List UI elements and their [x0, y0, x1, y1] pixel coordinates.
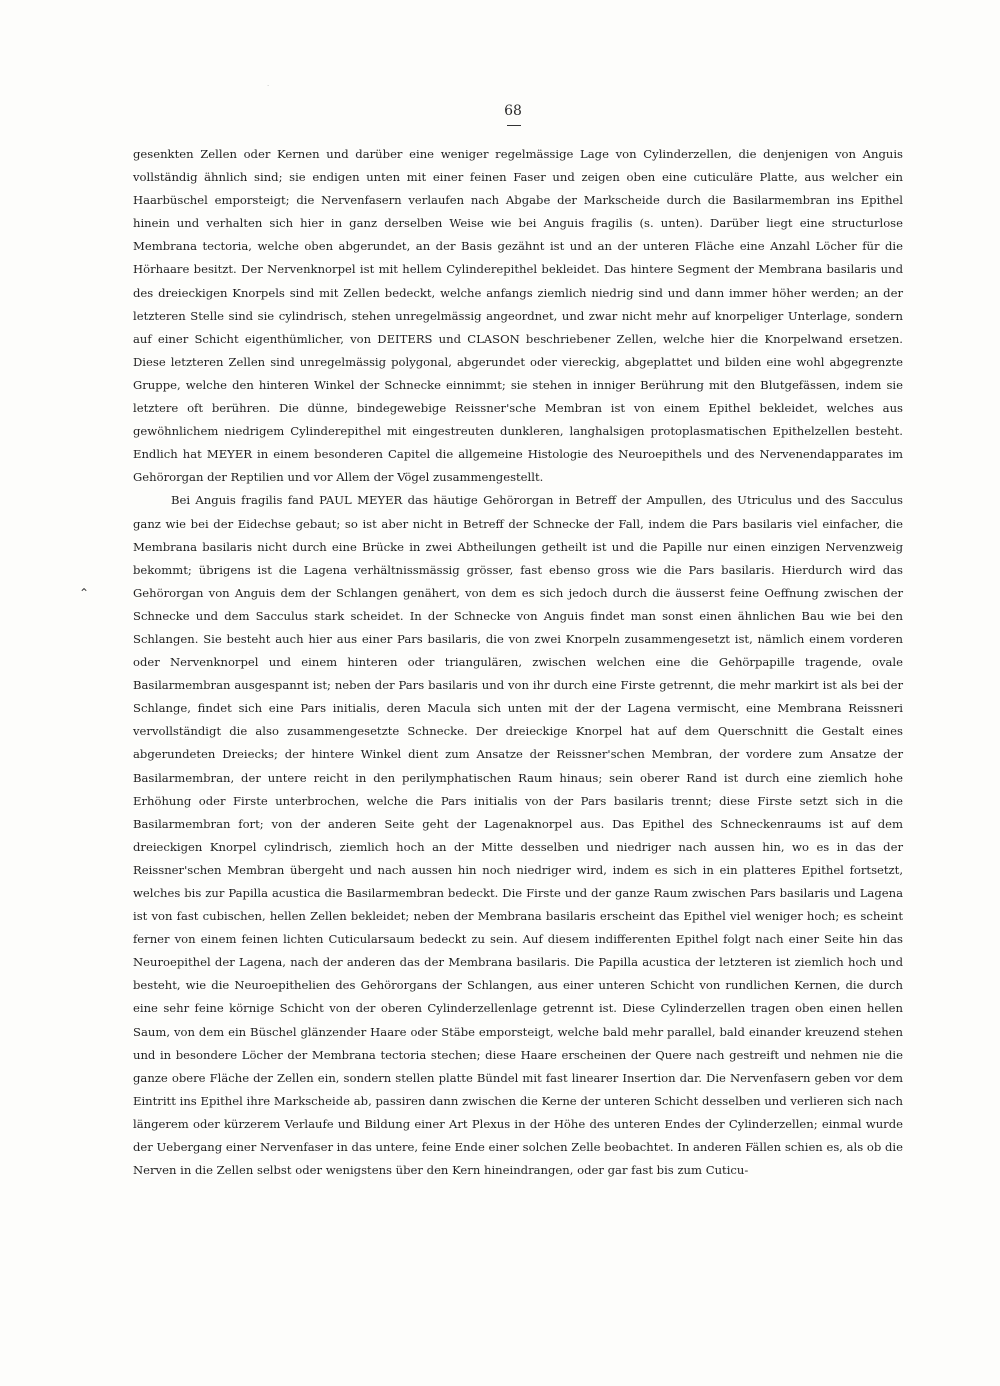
page-number: 68	[504, 103, 522, 119]
paragraph-1: gesenkten Zellen oder Kernen und darüber eine weniger regelmässige Lage von Cylinderzellen, die denjenigen von Anguis vollständig ähnlich sind; sie endigen unten mit einer feinen Faser und zeigen oben eine cuticuläre Platte, aus welcher ein Haarbüschel emporsteigt; die Nervenfasern verlaufen nach Abgabe der Markscheide durch die Basilarmembran ins Epithel hinein und verhalten sich hier in ganz derselben Weise wie bei Anguis fragilis (s. unten). Darüber liegt eine structurlose Membrana tectoria, welche oben abgerundet, an der Basis gezähnt ist und an der unteren Fläche eine Anzahl Löcher für die Hörhaare besitzt. Der Nervenknorpel ist mit hellem Cylinderepithel bekleidet. Das hintere Segment der Membrana basilaris und des dreieckigen Knorpels sind mit Zellen bedeckt, welche anfangs ziemlich niedrig sind und dann immer höher werden; an der letzteren Stelle sind sie cylindrisch, stehen unregelmässig angeordnet, und zwar nicht mehr auf knorpeliger Unterlage, sondern auf einer Schicht eigenthümlicher, von DEITERS und CLASON beschriebener Zellen, welche hier die Knorpelwand ersetzen. Diese letzteren Zellen sind unregelmässig polygonal, abgerundet oder viereckig, abgeplattet und bilden eine wohl abgegrenzte Gruppe, welche den hinteren Winkel der Schnecke einnimmt; sie stehen in inniger Berührung mit den Blutgefässen, indem sie letztere oft berühren. Die dünne, bindegewebige Reissner'sche Membran ist von einem Epithel bekleidet, welches aus gewöhnlichem niedrigem Cylinderepithel mit eingestreuten dunkleren, langhalsigen protoplasmatischen Epithelzellen besteht. Endlich hat MEYER in einem besonderen Capitel die allgemeine Histologie des Neuroepithels und des Nervenendapparates im Gehörorgan der Reptilien und vor Allem der Vögel zusammengestellt.	[133, 147, 903, 485]
stray-mark-top: ·	[267, 82, 270, 90]
paragraph-2: Bei Anguis fragilis fand PAUL MEYER das häutige Gehörorgan in Betreff der Ampullen, des Utriculus und des Sacculus ganz wie bei der Eidechse gebaut; so ist aber nicht in Betreff der Schnecke der Fall, indem die Pars basilaris viel einfacher, die Membrana basilaris nicht durch eine Brücke in zwei Abtheilungen getheilt ist und die Papille nur einen einzigen Nervenzweig bekommt; übrigens ist die Lagena verhältnissmässig grösser, fast ebenso gross wie die Pars basilaris. Hierdurch wird das Gehörorgan von Anguis dem der Schlangen genähert, von dem es sich jedoch durch die äusserst feine Oeffnung zwischen der Schnecke und dem Sacculus stark scheidet. In der Schnecke von Anguis findet man sonst einen ähnlichen Bau wie bei den Schlangen. Sie besteht auch hier aus einer Pars basilaris, die von zwei Knorpeln zusammengesetzt ist, nämlich einem vorderen oder Nervenknorpel und einem hinteren oder triangulären, zwischen welchen eine die Gehörpapille tragende, ovale Basilarmembran ausgespannt ist; neben der Pars basilaris und von ihr durch eine Firste getrennt, die mehr markirt ist als bei der Schlange, findet sich eine Pars initialis, deren Macula sich unten mit der der Lagena vermischt, eine Membrana Reissneri vervollständigt die also zusammengesetzte Schnecke. Der dreieckige Knorpel hat auf dem Querschnitt die Gestalt eines abgerundeten Dreiecks; der hintere Winkel dient zum Ansatze der Reissner'schen Membran, der vordere zum Ansatze der Basilarmembran, der untere reicht in den perilymphatischen Raum hinaus; sein oberer Rand ist durch eine ziemlich hohe Erhöhung oder Firste unterbrochen, welche die Pars initialis von der Pars basilaris trennt; diese Firste setzt sich in die Basilarmembran fort; von der anderen Seite geht der Lagenaknorpel aus. Das Epithel des Schneckenraums ist auf dem dreieckigen Knorpel cylindrisch, ziemlich hoch an der Mitte desselben und niedriger nach aussen hin, wo es in das der Reissner'schen Membran übergeht und nach aussen hin noch niedriger wird, indem es sich in ein platteres Epithel fortsetzt, welches bis zur Papilla acustica die Basilarmembran bedeckt. Die Firste und der ganze Raum zwischen Pars basilaris und Lagena ist von fast cubischen, hellen Zellen bekleidet; neben der Membrana basilaris erscheint das Epithel viel weniger hoch; es scheint ferner von einem feinen lichten Cuticularsaum bedeckt zu sein. Auf diesem indifferenten Epithel folgt nach einer Seite hin das Neuroepithel der Lagena, nach der anderen das der Membrana basilaris. Die Papilla acustica der letzteren ist ziemlich hoch und besteht, wie die Neuroepithelien des Gehörorgans der Schlangen, aus einer unteren Schicht von rundlichen Kernen, die durch eine sehr feine körnige Schicht von der oberen Cylinderzellenlage getrennt ist. Diese Cylinderzellen tragen oben einen hellen Saum, von dem ein Büschel glänzender Haare oder Stäbe emporsteigt, welche bald mehr parallel, bald einander kreuzend stehen und in besondere Löcher der Membrana tectoria stechen; diese Haare erscheinen der Quere nach gestreift und nehmen nie die ganze obere Fläche der Zellen ein, sondern stellen platte Bündel mit fast linearer Insertion dar. Die Nervenfasern geben vor dem Eintritt ins Epithel ihre Markscheide ab, passiren dann zwischen die Kerne der unteren Schicht desselben und verlieren sich nach längerem oder kürzerem Verlaufe und Bildung einer Art Plexus in der Höhe des unteren Endes der Cylinderzellen; einmal wurde der Uebergang einer Nervenfaser in das untere, feine Ende einer solchen Zelle beobachtet. In anderen Fällen schien es, als ob die Nerven in die Zellen selbst oder wenigstens über den Kern hineindrangen, oder gar fast bis zum Cuticu-	[133, 493, 903, 1178]
margin-mark: ⌃	[79, 586, 90, 600]
page-number-rule	[507, 125, 521, 126]
body-text	[133, 143, 903, 1182]
